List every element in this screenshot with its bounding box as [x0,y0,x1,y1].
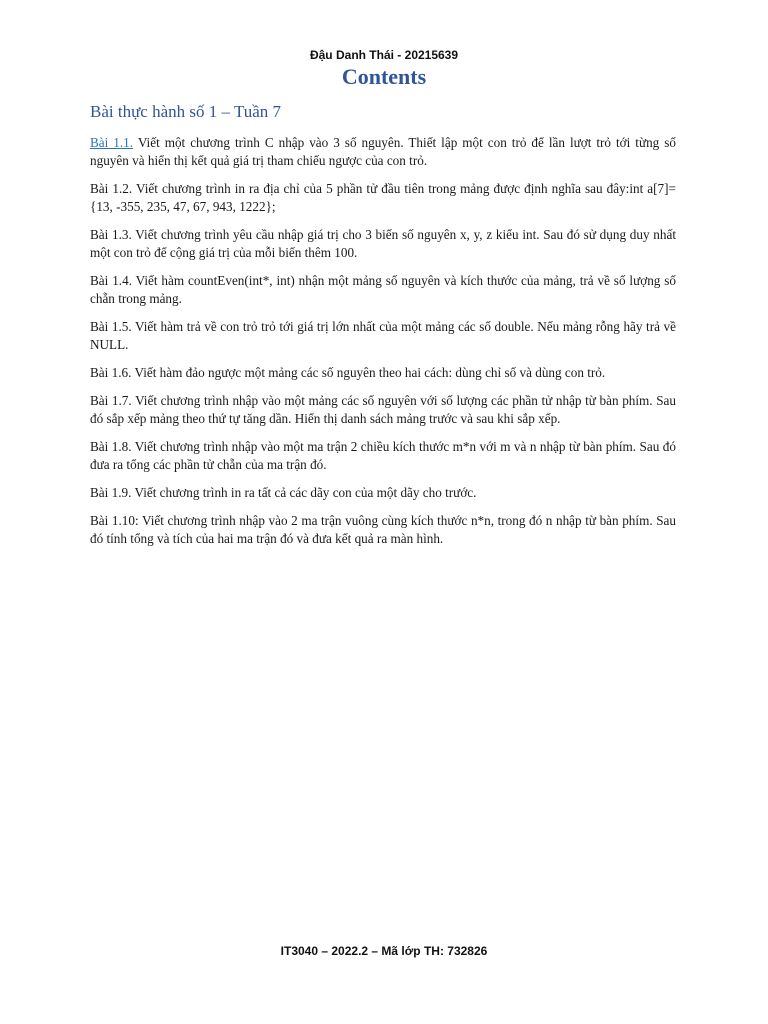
exercise-item-1-1 [90,134,676,170]
exercise-item-1-10 [90,512,676,548]
exercise-label: Bài 1.10: [90,513,139,528]
exercise-text: Viết chương trình yêu cầu nhập giá trị cho 3 biến số nguyên x, y, z kiểu int. Sau đó sử dụng duy nhất một con trỏ để cộng giá trị của mỗi biến thêm 100. [90,227,676,260]
exercise-item-1-4 [90,272,676,308]
exercise-label: Bài 1.5. [90,319,132,334]
exercise-label: Bài 1.2. [90,181,133,196]
exercise-text: Viết chương trình in ra tất cả các dãy con của một dãy cho trước. [131,485,477,500]
exercise-label: Bài 1.6. [90,365,132,380]
exercise-label-link[interactable]: Bài 1.1. [90,135,134,150]
exercise-item-1-5 [90,318,676,354]
section-heading: Bài thực hành số 1 – Tuần 7 [90,102,282,121]
exercise-item-1-7 [90,392,676,428]
exercise-item-1-3 [90,226,676,262]
exercise-text: Viết hàm đảo ngược một mảng các số nguyên theo hai cách: dùng chỉ số và dùng con trỏ. [131,365,606,380]
exercise-label: Bài 1.9. [90,485,132,500]
exercise-list [90,134,676,558]
exercise-text: Viết chương trình nhập vào một mảng các số nguyên với số lượng các phần tử nhập từ bàn phím. Sau đó sắp xếp mảng theo thứ tự tăng dần. Hiển thị danh sách mảng trước và sau khi sắp xếp. [90,393,676,426]
exercise-label: Bài 1.8. [90,439,132,454]
exercise-item-1-8 [90,438,676,474]
exercise-label: Bài 1.3. [90,227,132,242]
exercise-text: Viết chương trình nhập vào một ma trận 2 chiều kích thước m*n với m và n nhập từ bàn phím. Sau đó đưa ra tổng các phần tử chẵn của ma trận đó. [90,439,676,472]
exercise-item-1-2 [90,180,676,216]
exercise-text: Viết hàm trả về con trỏ trỏ tới giá trị lớn nhất của một mảng các số double. Nếu mảng rỗng hãy trả về NULL. [90,319,676,352]
exercise-item-1-9 [90,484,676,502]
page-title: Contents [341,64,427,89]
page-footer: IT3040 – 2022.2 – Mã lớp TH: 732826 [280,944,488,958]
exercise-text: Viết chương trình nhập vào 2 ma trận vuông cùng kích thước n*n, trong đó n nhập từ bàn phím. Sau đó tính tổng và tích của hai ma trận đó và đưa kết quả ra màn hình. [90,513,676,546]
exercise-text: Viết chương trình in ra địa chỉ của 5 phần tử đầu tiên trong mảng được định nghĩa sau đây:int a[7]= {13, -355, 235, 47, 67, 943, 1222}; [90,181,676,214]
page-header: Đậu Danh Thái - 20215639 [309,48,459,62]
exercise-label: Bài 1.7. [90,393,132,408]
exercise-label: Bài 1.4. [90,273,132,288]
exercise-item-1-6 [90,364,676,382]
exercise-text: Viết hàm countEven(int*, int) nhận một mảng số nguyên và kích thước của mảng, trả về số lượng số chẵn trong mảng. [90,273,676,306]
exercise-text: Viết một chương trình C nhập vào 3 số nguyên. Thiết lập một con trỏ để lần lượt trỏ tới từng số nguyên và hiển thị kết quả giá trị tham chiếu ngược của con trỏ. [90,135,676,168]
